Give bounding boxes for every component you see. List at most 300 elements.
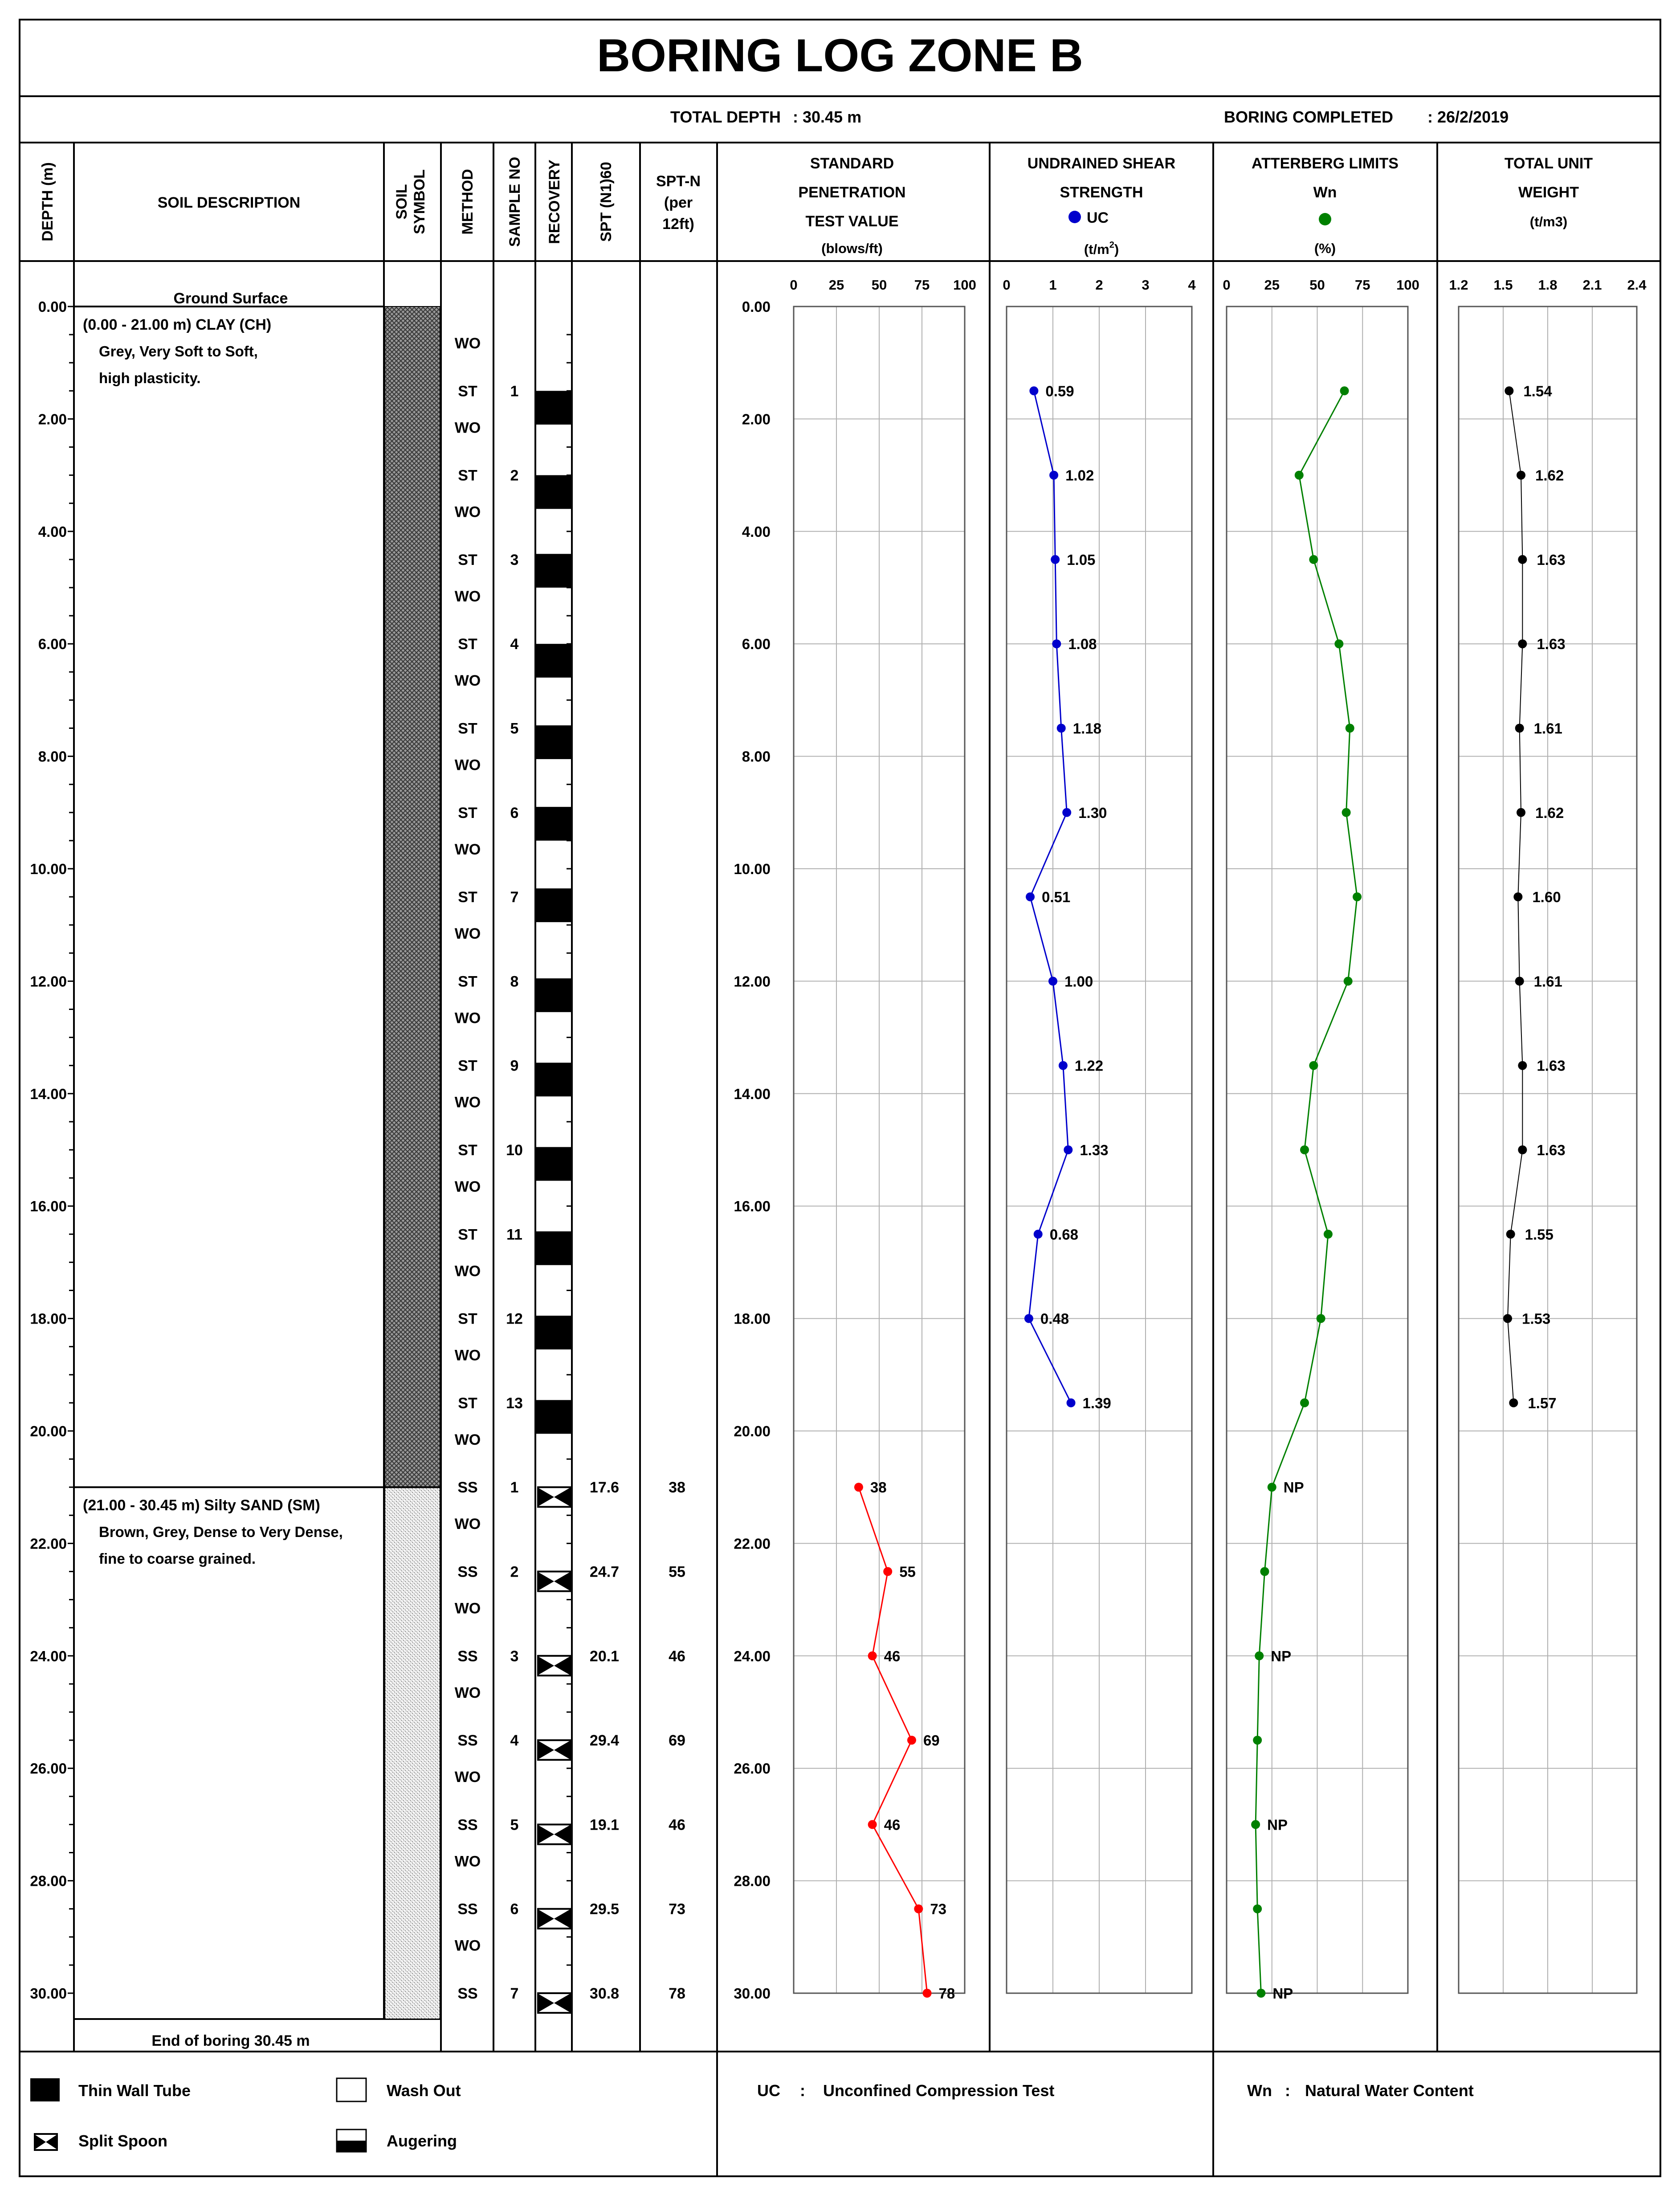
depth-tick-label: 6.00 bbox=[38, 636, 67, 653]
header-soil-symbol-2: SYMBOL bbox=[411, 169, 428, 234]
sample-method: WO bbox=[454, 925, 481, 943]
legend bbox=[30, 2078, 1474, 2152]
charts bbox=[734, 277, 1647, 2002]
sample-method: WO bbox=[454, 1600, 481, 1617]
split-spoon-mark bbox=[537, 1740, 571, 1760]
header-att-2: Wn bbox=[1313, 184, 1337, 201]
depth-tick-label: 26.00 bbox=[30, 1760, 67, 1777]
split-spoon-bowtie bbox=[537, 1572, 571, 1591]
data-label-wn: NP bbox=[1272, 1985, 1293, 2002]
data-label-tuw: 1.55 bbox=[1525, 1226, 1554, 1243]
chart-x-tick-label: 75 bbox=[1355, 277, 1370, 293]
data-point-su bbox=[1067, 1398, 1076, 1407]
wn-legend-marker bbox=[1319, 213, 1331, 225]
header-tuw-1: TOTAL UNIT bbox=[1504, 155, 1593, 172]
sample-method: SS bbox=[457, 1985, 478, 2002]
spt-n160-value: 24.7 bbox=[589, 1563, 620, 1581]
data-point-wn bbox=[1340, 386, 1349, 395]
thin-wall-tube-mark bbox=[536, 1231, 571, 1265]
split-spoon-bowtie bbox=[537, 1993, 571, 2013]
column-headers bbox=[39, 155, 1593, 257]
depth-tick-label: 14.00 bbox=[30, 1085, 67, 1102]
data-point-tuw bbox=[1515, 977, 1524, 985]
data-point-wn bbox=[1334, 639, 1343, 648]
data-point-wn bbox=[1253, 1905, 1262, 1913]
split-spoon-bowtie bbox=[537, 1824, 571, 1844]
split-spoon-mark bbox=[537, 1909, 571, 1929]
chart-depth-label: 0.00 bbox=[742, 298, 771, 315]
chart-depth-label: 14.00 bbox=[734, 1085, 771, 1102]
legend-augering: Augering bbox=[387, 2132, 457, 2150]
soil-symbol-sand bbox=[385, 1487, 440, 2019]
thin-wall-tube-mark bbox=[536, 807, 571, 841]
header-spt-1: STANDARD bbox=[810, 155, 894, 172]
split-spoon-mark bbox=[537, 1487, 571, 1507]
sample-method: WO bbox=[454, 1347, 481, 1364]
sample-method: WO bbox=[454, 1263, 481, 1280]
sample-method: ST bbox=[458, 383, 477, 400]
header-depth: DEPTH (m) bbox=[39, 162, 56, 241]
legend-wn-abbr: Wn bbox=[1247, 2081, 1272, 2100]
data-label-tuw: 1.62 bbox=[1535, 467, 1564, 484]
header-su-2: STRENGTH bbox=[1060, 184, 1143, 201]
sample-method: WO bbox=[454, 1516, 481, 1533]
chart-depth-label: 18.00 bbox=[734, 1310, 771, 1327]
data-point-su bbox=[1024, 1314, 1033, 1323]
chart-x-tick-label: 0 bbox=[1003, 277, 1011, 293]
header-soil-symbol-1: SOIL bbox=[393, 184, 410, 220]
info-row bbox=[670, 108, 1509, 126]
legend-wn-sep: : bbox=[1285, 2081, 1290, 2100]
sample-method: ST bbox=[458, 467, 477, 484]
boring-completed-value: : 26/2/2019 bbox=[1427, 108, 1509, 126]
data-label-tuw: 1.63 bbox=[1537, 1142, 1566, 1158]
chart-depth-label: 6.00 bbox=[742, 636, 771, 653]
layer-title: (0.00 - 21.00 m) CLAY (CH) bbox=[83, 316, 272, 333]
data-label-tuw: 1.62 bbox=[1535, 804, 1564, 821]
sample-number: 5 bbox=[510, 1816, 519, 1834]
data-label-wn: NP bbox=[1267, 1816, 1288, 1833]
data-label-tuw: 1.53 bbox=[1522, 1310, 1551, 1327]
sample-number: 1 bbox=[510, 1479, 519, 1496]
data-point-su bbox=[1057, 724, 1066, 733]
data-point-su bbox=[1029, 386, 1038, 395]
sample-method: WO bbox=[454, 1937, 481, 1954]
thin-wall-tube-mark bbox=[536, 475, 571, 509]
chart-x-tick-label: 0 bbox=[790, 277, 798, 293]
chart-wn bbox=[1223, 277, 1419, 2002]
data-label-su: 1.05 bbox=[1067, 551, 1096, 568]
chart-depth-label: 26.00 bbox=[734, 1760, 771, 1777]
sample-number: 6 bbox=[510, 1901, 519, 1918]
thin-wall-tube-mark bbox=[536, 391, 571, 425]
thin-wall-tube-mark bbox=[536, 554, 571, 588]
data-label-spt: 55 bbox=[899, 1563, 916, 1580]
data-point-spt bbox=[868, 1651, 877, 1660]
split-spoon-symbol bbox=[34, 2134, 58, 2150]
data-label-su: 0.68 bbox=[1049, 1226, 1078, 1243]
data-point-wn bbox=[1353, 892, 1362, 901]
data-point-wn bbox=[1260, 1567, 1269, 1576]
header-att-unit: (%) bbox=[1314, 241, 1336, 256]
data-label-spt: 46 bbox=[884, 1647, 901, 1664]
sample-number: 10 bbox=[506, 1142, 523, 1159]
sample-number: 9 bbox=[510, 1057, 519, 1075]
data-label-su: 1.39 bbox=[1082, 1394, 1111, 1411]
sample-number: 5 bbox=[510, 720, 519, 737]
data-point-wn bbox=[1256, 1989, 1265, 1998]
depth-tick-label: 22.00 bbox=[30, 1535, 67, 1552]
spt-n160-value: 29.4 bbox=[589, 1732, 620, 1749]
chart-depth-label: 28.00 bbox=[734, 1872, 771, 1889]
split-spoon-mark bbox=[537, 1656, 571, 1676]
thin-wall-tube-mark bbox=[536, 1316, 571, 1349]
sample-method: SS bbox=[457, 1647, 478, 1665]
layer-description-line: Grey, Very Soft to Soft, bbox=[99, 343, 258, 360]
page-title: BORING LOG ZONE B bbox=[597, 30, 1083, 82]
data-point-tuw bbox=[1506, 1230, 1515, 1239]
split-spoon-mark bbox=[537, 1824, 571, 1844]
sample-number: 7 bbox=[510, 1985, 519, 2002]
chart-x-tick-label: 25 bbox=[828, 277, 844, 293]
data-label-su: 1.18 bbox=[1072, 720, 1101, 737]
spt-n-value: 38 bbox=[669, 1479, 685, 1496]
chart-x-tick-label: 100 bbox=[1396, 277, 1419, 293]
data-label-su: 1.00 bbox=[1064, 973, 1093, 990]
data-point-tuw bbox=[1518, 1061, 1527, 1070]
sample-method: WO bbox=[454, 1178, 481, 1196]
layer-description-line: Brown, Grey, Dense to Very Dense, bbox=[99, 1524, 343, 1541]
data-point-tuw bbox=[1509, 1398, 1518, 1407]
sample-method: ST bbox=[458, 889, 477, 906]
depth-tick-label: 0.00 bbox=[38, 298, 67, 315]
sample-rows bbox=[455, 335, 685, 2013]
layer-description-line: fine to coarse grained. bbox=[99, 1550, 256, 1567]
chart-depth-label: 4.00 bbox=[742, 523, 771, 540]
header-su-1: UNDRAINED SHEAR bbox=[1027, 155, 1176, 172]
ground-surface-label: Ground Surface bbox=[173, 290, 288, 307]
sample-method: ST bbox=[458, 1057, 477, 1075]
sample-method: WO bbox=[454, 1094, 481, 1111]
header-spt-3: TEST VALUE bbox=[805, 213, 899, 230]
spt-n-value: 78 bbox=[669, 1985, 685, 2002]
depth-tick-label: 2.00 bbox=[38, 411, 67, 428]
depth-tick-label: 24.00 bbox=[30, 1647, 67, 1664]
header-su-legend: UC bbox=[1087, 209, 1109, 226]
data-point-wn bbox=[1309, 555, 1318, 564]
header-spt-4: (blows/ft) bbox=[821, 241, 883, 256]
data-point-wn bbox=[1300, 1145, 1309, 1154]
sample-method: ST bbox=[458, 973, 477, 990]
total-depth-value: : 30.45 m bbox=[793, 108, 862, 126]
depth-tick-label: 8.00 bbox=[38, 748, 67, 765]
data-label-tuw: 1.57 bbox=[1528, 1394, 1557, 1411]
data-label-tuw: 1.63 bbox=[1537, 551, 1566, 568]
thin-wall-tube-mark bbox=[536, 978, 571, 1012]
series-line-wn bbox=[1256, 391, 1357, 1993]
data-label-wn: NP bbox=[1271, 1647, 1292, 1664]
data-point-su bbox=[1064, 1145, 1072, 1154]
data-point-tuw bbox=[1518, 639, 1527, 648]
data-label-tuw: 1.61 bbox=[1533, 720, 1562, 737]
legend-thin-wall-tube: Thin Wall Tube bbox=[78, 2081, 191, 2100]
data-point-tuw bbox=[1518, 1145, 1527, 1154]
end-of-boring-label: End of boring 30.45 m bbox=[151, 2032, 310, 2049]
uc-legend-marker bbox=[1068, 211, 1081, 223]
sample-number: 13 bbox=[506, 1394, 523, 1412]
depth-tick-label: 10.00 bbox=[30, 861, 67, 877]
data-label-su: 0.59 bbox=[1045, 383, 1074, 400]
soil-symbol-clay bbox=[385, 307, 440, 1487]
sample-number: 3 bbox=[510, 1647, 519, 1665]
data-label-spt: 69 bbox=[923, 1732, 940, 1749]
data-point-spt bbox=[868, 1820, 877, 1829]
sample-method: WO bbox=[454, 1431, 481, 1448]
sample-method: ST bbox=[458, 720, 477, 737]
spt-n160-value: 29.5 bbox=[589, 1901, 620, 1918]
split-spoon-mark bbox=[537, 1993, 571, 2013]
data-label-su: 0.51 bbox=[1042, 889, 1071, 906]
chart-x-tick-label: 2.4 bbox=[1627, 277, 1647, 293]
total-depth-label: TOTAL DEPTH bbox=[670, 108, 781, 126]
spt-n-value: 73 bbox=[669, 1901, 685, 1918]
chart-depth-label: 2.00 bbox=[742, 411, 771, 428]
chart-depth-label: 24.00 bbox=[734, 1647, 771, 1664]
boring-completed-label: BORING COMPLETED bbox=[1224, 108, 1394, 126]
sample-method: ST bbox=[458, 1310, 477, 1328]
sample-method: WO bbox=[454, 335, 481, 352]
sample-method: WO bbox=[454, 419, 481, 437]
data-label-tuw: 1.54 bbox=[1523, 383, 1552, 400]
chart-depth-label: 8.00 bbox=[742, 748, 771, 765]
chart-x-tick-label: 50 bbox=[1309, 277, 1325, 293]
depth-tick-label: 20.00 bbox=[30, 1423, 67, 1439]
depth-tick-label: 16.00 bbox=[30, 1198, 67, 1215]
data-point-spt bbox=[854, 1483, 863, 1492]
su-unit-close: ) bbox=[1114, 241, 1119, 257]
data-point-wn bbox=[1344, 977, 1353, 985]
chart-x-tick-label: 2 bbox=[1095, 277, 1103, 293]
sample-method: WO bbox=[454, 1684, 481, 1701]
data-point-wn bbox=[1253, 1736, 1262, 1745]
sample-method: WO bbox=[454, 1769, 481, 1786]
spt-n-value: 55 bbox=[669, 1563, 685, 1581]
data-point-wn bbox=[1300, 1398, 1309, 1407]
thin-wall-tube-mark bbox=[536, 888, 571, 922]
sample-number: 4 bbox=[510, 1732, 519, 1749]
data-label-tuw: 1.63 bbox=[1537, 1057, 1566, 1074]
chart-x-tick-label: 0 bbox=[1223, 277, 1231, 293]
sample-method: SS bbox=[457, 1563, 478, 1581]
header-method: METHOD bbox=[459, 169, 476, 235]
depth-axis bbox=[30, 298, 74, 2002]
data-label-spt: 38 bbox=[870, 1479, 887, 1496]
data-point-spt bbox=[914, 1905, 923, 1913]
data-label-spt: 78 bbox=[938, 1985, 955, 2002]
frame bbox=[20, 20, 1660, 2176]
chart-x-tick-label: 1 bbox=[1049, 277, 1057, 293]
sample-number: 1 bbox=[510, 383, 519, 400]
chart-x-tick-label: 100 bbox=[953, 277, 976, 293]
header-spt-2: PENETRATION bbox=[798, 184, 906, 201]
depth-tick-label: 4.00 bbox=[38, 523, 67, 540]
legend-wn-text: Natural Water Content bbox=[1305, 2081, 1474, 2100]
legend-uc-text: Unconfined Compression Test bbox=[823, 2081, 1055, 2100]
spt-n160-value: 17.6 bbox=[589, 1479, 620, 1496]
sample-number: 6 bbox=[510, 804, 519, 822]
legend-uc-sep: : bbox=[800, 2081, 805, 2100]
su-unit-sup: 2 bbox=[1109, 240, 1114, 250]
header-recovery: RECOVERY bbox=[546, 159, 563, 244]
header-sptn-1: SPT-N bbox=[656, 173, 701, 190]
data-label-tuw: 1.61 bbox=[1533, 973, 1562, 990]
data-point-wn bbox=[1342, 808, 1351, 817]
data-point-wn bbox=[1255, 1651, 1264, 1660]
data-point-tuw bbox=[1517, 471, 1525, 480]
data-point-wn bbox=[1251, 1820, 1260, 1829]
data-label-spt: 46 bbox=[884, 1816, 901, 1833]
data-point-wn bbox=[1317, 1314, 1325, 1323]
sample-number: 12 bbox=[506, 1310, 523, 1328]
chart-x-tick-label: 1.2 bbox=[1449, 277, 1468, 293]
sample-number: 2 bbox=[510, 1563, 519, 1581]
sample-method: ST bbox=[458, 1394, 477, 1412]
thin-wall-tube-mark bbox=[536, 1147, 571, 1181]
soil-column bbox=[74, 307, 441, 2019]
chart-spt bbox=[734, 277, 976, 2002]
sample-method: ST bbox=[458, 1142, 477, 1159]
data-point-wn bbox=[1295, 471, 1304, 480]
sample-method: ST bbox=[458, 804, 477, 822]
data-label-su: 1.08 bbox=[1068, 636, 1097, 653]
data-point-su bbox=[1026, 892, 1035, 901]
sample-method: SS bbox=[457, 1901, 478, 1918]
sample-method: WO bbox=[454, 1853, 481, 1870]
sample-method: WO bbox=[454, 503, 481, 521]
thin-wall-tube-mark bbox=[536, 644, 571, 678]
sample-number: 11 bbox=[506, 1226, 522, 1243]
header-sptn-3: 12ft) bbox=[662, 216, 694, 233]
header-att-1: ATTERBERG LIMITS bbox=[1252, 155, 1399, 172]
data-point-tuw bbox=[1518, 555, 1527, 564]
data-point-su bbox=[1034, 1230, 1043, 1239]
thin-wall-tube-mark bbox=[536, 725, 571, 759]
data-point-su bbox=[1052, 639, 1061, 648]
data-point-wn bbox=[1324, 1230, 1333, 1239]
data-point-tuw bbox=[1505, 386, 1513, 395]
data-point-wn bbox=[1309, 1061, 1318, 1070]
data-point-su bbox=[1049, 471, 1058, 480]
header-soil-description: SOIL DESCRIPTION bbox=[157, 194, 301, 211]
sample-number: 3 bbox=[510, 551, 519, 568]
series-line-spt bbox=[859, 1487, 927, 1993]
split-spoon-bowtie bbox=[537, 1740, 571, 1760]
data-label-tuw: 1.63 bbox=[1537, 636, 1566, 653]
spt-n160-value: 20.1 bbox=[589, 1647, 620, 1665]
data-point-wn bbox=[1346, 724, 1354, 733]
thin-wall-tube-mark bbox=[536, 1063, 571, 1096]
sample-method: SS bbox=[457, 1816, 478, 1834]
data-point-tuw bbox=[1513, 892, 1522, 901]
sample-method: WO bbox=[454, 672, 481, 690]
chart-x-tick-label: 3 bbox=[1142, 277, 1150, 293]
chart-x-tick-label: 1.8 bbox=[1538, 277, 1558, 293]
spt-n-value: 46 bbox=[669, 1816, 685, 1834]
data-label-spt: 73 bbox=[930, 1901, 947, 1917]
header-su-unit bbox=[1084, 240, 1119, 257]
sample-method: WO bbox=[454, 756, 481, 774]
sample-number: 7 bbox=[510, 889, 519, 906]
chart-tuw bbox=[1449, 277, 1647, 1993]
sample-number: 8 bbox=[510, 973, 519, 990]
spt-n160-value: 30.8 bbox=[589, 1985, 620, 2002]
legend-split-spoon: Split Spoon bbox=[78, 2132, 167, 2150]
sample-method: WO bbox=[454, 841, 481, 858]
sample-method: ST bbox=[458, 551, 477, 568]
depth-tick-label: 18.00 bbox=[30, 1310, 67, 1327]
chart-depth-label: 22.00 bbox=[734, 1535, 771, 1552]
sample-method: WO bbox=[454, 588, 481, 605]
split-spoon-bowtie bbox=[537, 1656, 571, 1676]
legend-uc-abbr: UC bbox=[757, 2081, 780, 2100]
data-point-spt bbox=[907, 1736, 916, 1745]
chart-x-tick-label: 1.5 bbox=[1493, 277, 1513, 293]
spt-n-value: 69 bbox=[669, 1732, 685, 1749]
data-label-su: 1.30 bbox=[1078, 804, 1107, 821]
split-spoon-mark bbox=[537, 1572, 571, 1591]
data-label-su: 1.33 bbox=[1080, 1142, 1109, 1158]
sample-method: ST bbox=[458, 1226, 477, 1243]
chart-x-tick-label: 25 bbox=[1264, 277, 1280, 293]
data-point-wn bbox=[1268, 1483, 1276, 1492]
depth-tick-label: 30.00 bbox=[30, 1985, 67, 2002]
chart-depth-label: 30.00 bbox=[734, 1985, 771, 2002]
data-point-su bbox=[1059, 1061, 1068, 1070]
layer-title: (21.00 - 30.45 m) Silty SAND (SM) bbox=[83, 1497, 320, 1514]
header-sptn-2: (per bbox=[664, 194, 693, 211]
chart-x-tick-label: 2.1 bbox=[1582, 277, 1602, 293]
chart-depth-label: 10.00 bbox=[734, 861, 771, 877]
data-point-su bbox=[1051, 555, 1060, 564]
column-lines bbox=[74, 143, 1437, 2176]
data-point-su bbox=[1048, 977, 1057, 985]
depth-tick-label: 12.00 bbox=[30, 973, 67, 990]
chart-depth-label: 16.00 bbox=[734, 1198, 771, 1215]
data-point-tuw bbox=[1517, 808, 1525, 817]
thin-wall-tube-mark bbox=[536, 1400, 571, 1434]
su-unit-open: (t/m bbox=[1084, 241, 1109, 257]
thin-wall-tube-symbol bbox=[30, 2078, 60, 2101]
chart-su bbox=[1003, 277, 1196, 1993]
sample-method: SS bbox=[457, 1479, 478, 1496]
data-label-su: 0.48 bbox=[1040, 1310, 1069, 1327]
sample-method: ST bbox=[458, 636, 477, 653]
sample-number: 4 bbox=[510, 636, 519, 653]
sample-number: 2 bbox=[510, 467, 519, 484]
split-spoon-bowtie bbox=[537, 1909, 571, 1929]
data-label-wn: NP bbox=[1283, 1479, 1304, 1496]
wash-out-symbol bbox=[337, 2078, 366, 2101]
data-label-su: 1.22 bbox=[1074, 1057, 1104, 1074]
depth-tick-label: 28.00 bbox=[30, 1872, 67, 1889]
chart-x-tick-label: 50 bbox=[871, 277, 887, 293]
chart-x-tick-label: 75 bbox=[914, 277, 930, 293]
spt-n-value: 46 bbox=[669, 1647, 685, 1665]
spt-n160-value: 19.1 bbox=[589, 1816, 620, 1834]
data-point-spt bbox=[923, 1989, 932, 1998]
augering-symbol bbox=[337, 2130, 366, 2152]
layer-description-line: high plasticity. bbox=[99, 370, 201, 386]
